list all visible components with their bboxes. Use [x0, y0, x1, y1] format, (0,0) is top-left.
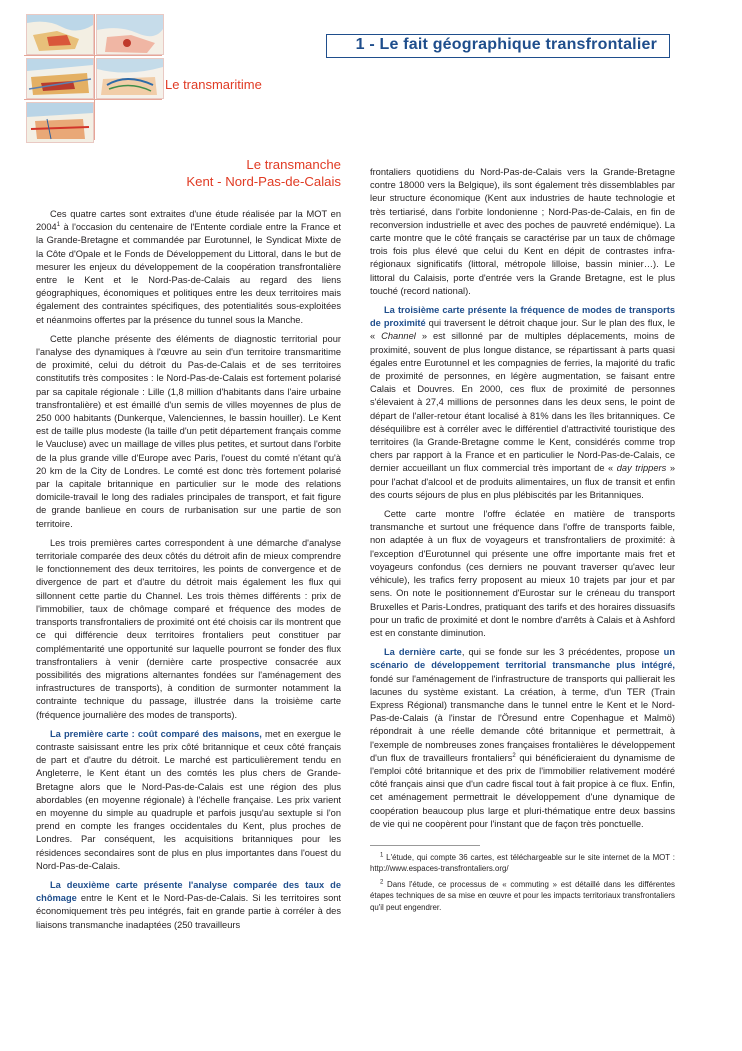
paragraph-third-map	[370, 304, 675, 502]
highlight-last-map: La dernière carte	[384, 647, 462, 658]
footnote-ref-2: 2	[512, 752, 516, 759]
paragraph-last-map	[370, 646, 675, 831]
section-label: Le transmaritime	[165, 77, 262, 92]
paragraph-text: à l'occasion du centenaire de l'Entente cordiale entre la France et la Grande-Bretagne et commandée par Eurotunnel, le Syndicat Mixte de la Côte d'Opale et le Fonds de Développement du Littoral, dans le but de mesurer les enjeux du développement de la coopération transfrontalière entre le Kent et le Nord-Pas-de-Calais au regard des liens géographiques, économiques et politiques entre les deux territoires mais également des contraintes spécifiques, des potentialités sous-exploitées et néanmoins offertes par la présence du tunnel sous la Manche.	[36, 222, 341, 325]
article-title-line1: Le transmanche	[246, 157, 341, 172]
article-title-line2: Kent - Nord-Pas-de-Calais	[186, 174, 341, 189]
left-column	[36, 156, 341, 938]
footnote-ref-1: 1	[56, 222, 61, 229]
italic-term: Channel	[381, 331, 416, 342]
paragraph-text: met en exergue le contraste saisissant entre les prix côté britannique et ceux côté français de part et d'autre du détroit. Le marché est particulièrement tendu en Angleterre, le Kent étant un des comtés les plus chers de Grande-Bretagne alors que le Nord-Pas-de-Calais est une région des plus abordables (en moyenne régionale) à l'échelle française. Les prix varient en moyenne du simple au quadruple et parfois jusqu'au sextuple si l'on prend en compte les franges occidentales du Kent, plus proches de Londres. Par conséquent, les acquisitions britanniques pour les résidences secondaires sont de plus en plus importantes dans l'ouest du Nord-Pas-de-Calais.	[36, 728, 341, 871]
paragraph-text: fondé sur l'aménagement de l'infrastructure de transports qui pallierait les lacunes du système existant. La création, à terme, d'un TER (Train Express Régional) transmanche dans le tunnel entre le Kent et le Nord-Pas-de-Calais (à l'instar de l'Öresund entre Copenhague et Malmö) répondrait à une réelle demande côté britannique et permettrait, à l'exemple de nombreuses zones françaises frontalières le développement d'un flux de travailleurs frontaliers	[370, 673, 675, 763]
footnote-1	[370, 852, 675, 875]
footnote-text: Dans l'étude, ce processus de « commuting » est détaillé dans les différentes étapes techniques de sa mise en œuvre et pour les impacts territoriaux transfrontaliers qu'il peut engendrer.	[370, 879, 675, 912]
map-thumbnail-4	[96, 58, 164, 99]
paragraph-text: Ces quatre cartes sont extraites d'une étude réalisée par la MOT en 2004	[36, 209, 341, 233]
paragraph-text: entre le Kent et le Nord-Pas-de-Calais. Si les territoires sont économiquement très peu intégrés, fait en grande partie à corréler à des liaisons transmanche inadaptées (250 travailleurs	[36, 893, 341, 930]
footnote-text: L'étude, qui compte 36 cartes, est téléchargeable sur le site internet de la MOT : http://www.espaces-transfrontaliers.org/	[370, 852, 675, 874]
paragraph-text: » est sillonné par de multiples déplacements, moins de proximité, souvent de plus longue distance, se répartissant à parts quasi égales entre Eurotunnel et les compagnies de ferries, la majorité du trafic de proximité de personnes, en légère augmentation, se faisant entre Calais et Douvres. En 2000, ces flux de proximité de personnes s'élevaient à 27,4 millions de personnes dans les deux sens, le point de départ de l'aller-retour étant localisé à 81% dans les îles britanniques. Ce déséquilibre est à corréler avec le différentiel d'attractivité touristique des territoires (la Grande-Bretagne comme le Kent, considérés comme trop chers par rapport à la France et en particulier le Nord-Pas-de-Calais, ce dernier accueillant un flux commercial très important de «	[370, 331, 675, 474]
footnote-number-2: 2	[380, 879, 384, 886]
paragraph-text: qui traversent le détroit chaque jour. Sur le plan des flux, le «	[370, 318, 675, 342]
map-thumbnail-2	[96, 14, 164, 55]
highlight-first-map: La première carte : coût comparé des maisons,	[50, 728, 262, 739]
paragraph-continuation: frontaliers quotidiens du Nord-Pas-de-Calais vers la Grande-Bretagne contre 18000 vers la Belgique), ils sont également très dissemblables par leur structure économique (Kent aux industries de haute technologie et très tertiarisé, dans l'orbite londonienne ; Nord-Pas-de-Calais, en fin de reconversion industrielle et avec des poches de pauvreté endémique). La carte montre que le côté français se caractérise par un taux de chômage trois fois plus élevé que celui du Kent en dépit de contrastes infra-régionaux significatifs (littoral, métropole lilloise, bassin minier…). Le littoral du Calaisis, porte d'entrée vers la Grande Bretagne, est le plus touché (record national).	[370, 167, 675, 296]
map-thumbnail-5	[26, 102, 94, 143]
paragraph-first-map	[36, 728, 341, 873]
map-thumbnail-3	[26, 58, 94, 99]
footnote-2	[370, 879, 675, 914]
chapter-title-box	[326, 34, 670, 58]
map-thumbnail-1	[26, 14, 94, 55]
italic-term: day trippers	[616, 463, 667, 474]
highlight-scenario: un scénario de développement territorial transmanche plus intégré,	[370, 647, 675, 671]
footnote-number-1: 1	[380, 852, 384, 859]
right-column	[370, 166, 675, 917]
paragraph-diagnostic: Cette planche présente des éléments de diagnostic territorial pour l'analyse des dynamiques à l'œuvre au sein d'un territoire transmaritime de proximité, celui du détroit du Pas-de-Calais et de ses territoires constitutifs très composites : le Nord-Pas-de-Calais est fortement polarisé par sa capitale régionale : Lille (1,8 million d'habitants dans l'aire urbaine transfrontalière) et est émaillé d'un semis de villes moyennes de plus de 250 000 habitants (Dunkerque, Valenciennes, le bassin houiller). Le Kent est de taille plus modeste (la taille d'un petit département français comme le Vaucluse) avec un maillage de villes plus petites, et surtout dans l'orbite de la plus grande ville d'Europe avec Paris, l'ouest du comté n'étant qu'à 20 km de la City de Londres. Le comté est donc très fortement polarisé par la capitale britannique en particulier sur le mode des relations domicile-travail le long des radiales principales de transport, et fait figure de grande banlieue en cours de rurbanisation sur une partie de son territoire.	[36, 333, 341, 529]
paragraph-three-maps: Les trois premières cartes correspondent à une démarche d'analyse territoriale comparée des deux côtés du détroit afin de mieux comprendre le fonctionnement des deux territoires, les points de convergence et de divergence de part et d'autre du détroit mais également les flux qui sillonnent cette partie du Channel. Les trois thèmes différents : prix de l'immobilier, taux de chômage comparé et fréquence des modes de transports transfrontaliers de proximité ont été choisis car ils montrent que ce qui différencie deux territoires frontaliers peut constituer par complémentarité une opportunité sur laquelle pourront se fonder des flux transfrontaliers à venir (dernière carte prospective consacrée aux possibilités des migrations alternantes fondées sur l'aménagement des infrastructures de transports), à condition de surmonter notamment la contrainte technique du passage, illustrée dans la troisième carte (fréquence journalière des modes de transports).	[36, 537, 341, 720]
paragraph-intro	[36, 208, 341, 327]
paragraph-text: » pour l'achat d'alcool et de produits alimentaires, un flux de transit et enfin des courts séjours de plus en plus plébiscités par les Britanniques.	[370, 463, 675, 500]
highlight-second-map: La deuxième carte présente l'analyse comparée des taux de chômage	[36, 879, 341, 904]
footnote-divider	[370, 845, 480, 846]
paragraph-text: , qui se fonde sur les 3 précédentes, propose	[461, 647, 664, 658]
article-title	[36, 156, 341, 190]
paragraph-second-map	[36, 879, 341, 932]
paragraph-transport-offer: Cette carte montre l'offre éclatée en matière de transports transmanche et surtout une fréquence dans l'offre de transports faible, non adaptée à un flux de voyageurs et transfrontaliers de proximité: à l'exception d'Eurotunnel qui présente une offre importante mais fret et voyageurs confondus (ces derniers ne pouvant traverser qu'avec leur véhicule), les trafics ferry proposent au mieux 10 trajets par jour et par sens. On note le positionnement d'Eurostar sur le créneau du transport Bruxelles et Paris-Londres, pratiquant des tarifs et des horaires dissuasifs pour un trafic de proximité et dont le nombre d'arrêts à Calais et à Ashford est en constante diminution.	[370, 509, 675, 638]
chapter-title: 1 - Le fait géographique transfrontalier	[355, 36, 657, 53]
map-thumbnails	[24, 14, 162, 140]
paragraph-text: qui bénéficieraient du dynamisme de l'emploi côté britannique et des prix de l'immobilier relativement modéré côté français ainsi que d'un cadre fiscal tout à fait propice à ce flux. Enfin, cet aménagement permettrait le développement d'une dynamique de coopération beaucoup plus large et pluri-thématique entre deux bassins de vie qui ne coopèrent pour l'instant que de façon très ponctuelle.	[370, 752, 675, 829]
highlight-third-map: La troisième carte présente la fréquence de modes de transports de proximité	[370, 305, 675, 329]
